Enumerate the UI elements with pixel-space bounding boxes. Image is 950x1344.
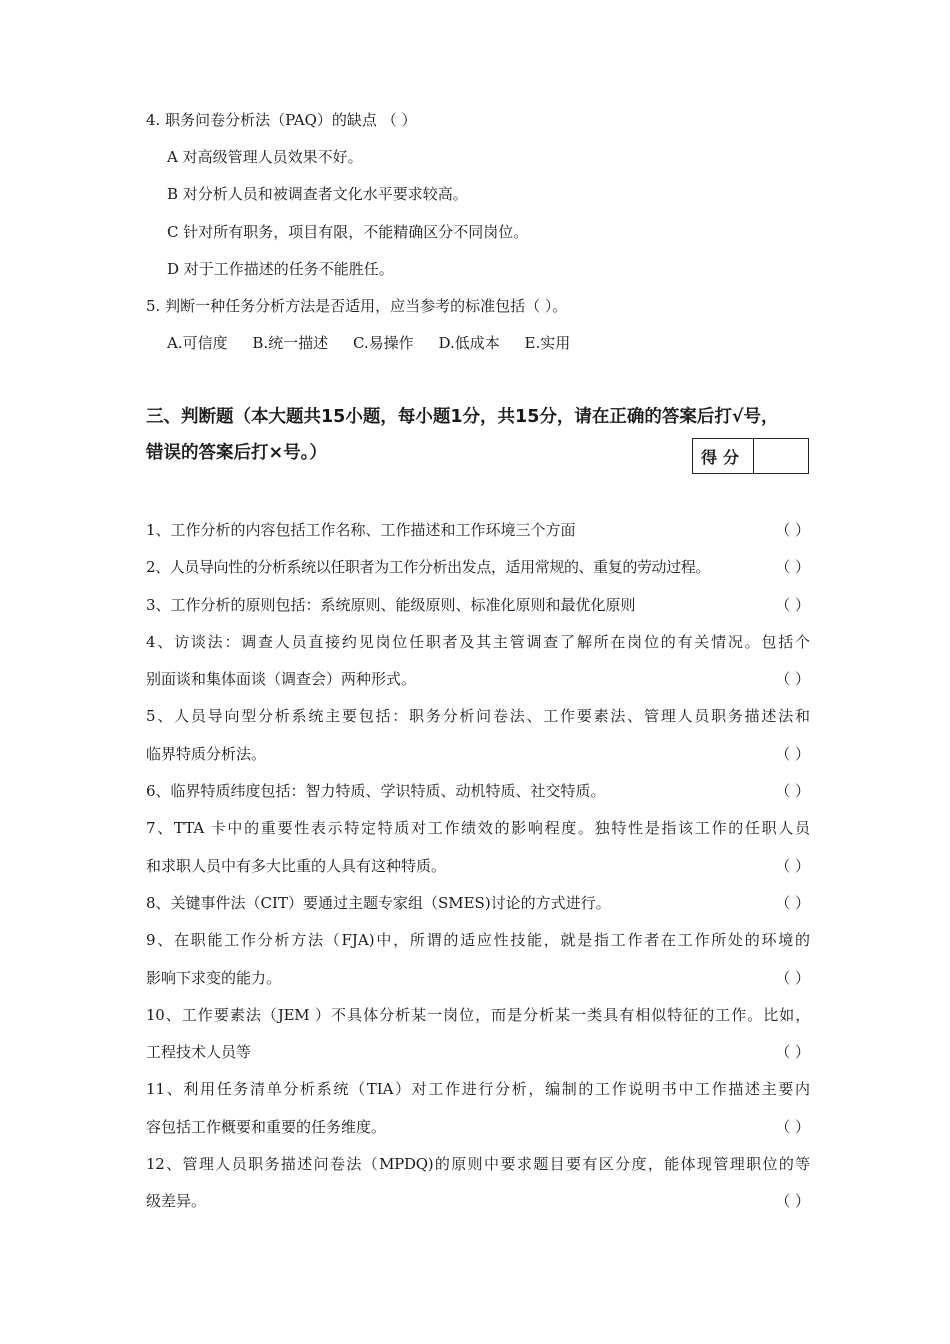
tf-question-11-text-2: 容包括工作概要和重要的任务维度。 [146, 1117, 387, 1136]
tf-question-12-text-1: 12、管理人员职务描述问卷法（MPDQ)的原则中要求题目要有区分度，能体现管理职位的等 [146, 1155, 810, 1174]
tf-question-3-answer-paren[interactable]: （ ） [775, 595, 810, 614]
tf-question-9-text-2: 影响下求变的能力。 [146, 968, 282, 987]
tf-question-1-text: 1、工作分析的内容包括工作名称、工作描述和工作环境三个方面 [146, 521, 576, 539]
tf-question-5-line-1 [146, 706, 810, 743]
tf-question-10-line-1 [146, 1005, 810, 1042]
tf-question-5-text-2: 临界特质分析法。 [146, 744, 267, 763]
tf-question-9-answer-paren[interactable]: （ ） [775, 968, 810, 987]
tf-question-7-line-1 [146, 818, 810, 855]
tf-question-10-text-1: 10、工作要素法（JEM ）不具体分析某一岗位，而是分析某一类具有相似特征的工作。比如， [146, 1005, 810, 1024]
tf-question-1 [146, 520, 810, 557]
tf-question-3-text: 3、工作分析的原则包括：系统原则、能级原则、标准化原则和最优化原则 [146, 595, 636, 614]
section-3-title-line-2: 错误的答案后打×号。） [146, 443, 327, 463]
mc-question-5-options [167, 333, 590, 353]
tf-question-11-line-1 [146, 1079, 810, 1116]
tf-question-10-answer-paren[interactable]: （ ） [775, 1043, 810, 1062]
tf-question-12-line-2 [146, 1191, 810, 1228]
tf-question-7-line-2 [146, 856, 810, 893]
tf-question-7-answer-paren[interactable]: （ ） [775, 856, 810, 875]
tf-question-12-line-1 [146, 1154, 810, 1191]
mc-question-5-option-d: D.低成本 [438, 334, 500, 352]
tf-question-9-line-2 [146, 968, 810, 1005]
tf-question-12-answer-paren[interactable]: （ ） [775, 1192, 810, 1211]
mc-question-4-option-b: B 对分析人员和被调查者文化水平要求较高。 [167, 185, 468, 203]
tf-question-4-line-2 [146, 669, 810, 706]
tf-question-10-line-2 [146, 1042, 810, 1079]
mc-question-4-option-a: A 对高级管理人员效果不好。 [167, 148, 363, 166]
tf-question-11-answer-paren[interactable]: （ ） [775, 1117, 810, 1136]
tf-question-list [146, 520, 810, 1229]
tf-question-5-line-2 [146, 744, 810, 781]
mc-question-5-option-a: A.可信度 [167, 334, 228, 352]
mc-question-5-option-e: E.实用 [524, 334, 571, 352]
tf-question-6-answer-paren[interactable]: （ ） [775, 782, 810, 801]
tf-question-9-line-1 [146, 930, 810, 967]
mc-question-5-stem: 5. 判断一种任务分析方法是否适用，应当参考的标准包括（ ）。 [146, 297, 568, 315]
tf-question-8 [146, 893, 810, 930]
tf-question-9-text-1: 9、在职能工作分析方法（FJA)中，所谓的适应性技能，就是指工作者在工作所处的环境的 [146, 931, 810, 950]
tf-question-5-answer-paren[interactable]: （ ） [775, 744, 810, 763]
tf-question-8-text: 8、关键事件法（CIT）要通过主题专家组（SMES)讨论的方式进行。 [146, 893, 611, 912]
tf-question-11-text-1: 11、利用任务清单分析系统（TIA）对工作进行分析，编制的工作说明书中工作描述主要内 [146, 1080, 810, 1099]
score-label: 得分 [693, 439, 754, 473]
tf-question-8-answer-paren[interactable]: （ ） [775, 893, 810, 912]
tf-question-4-text-1: 4、访谈法：调查人员直接约见岗位任职者及其主管调查了解所在岗位的有关情况。包括个 [146, 632, 810, 651]
mc-question-5-option-b: B.统一描述 [252, 334, 329, 352]
section-3-title-line-1: 三、判断题（本大题共15小题，每小题1分，共15分，请在正确的答案后打√号， [146, 407, 779, 427]
score-input-cell[interactable] [754, 439, 808, 473]
tf-question-11-line-2 [146, 1117, 810, 1154]
tf-question-12-text-2: 级差异。 [146, 1192, 207, 1211]
tf-question-2-answer-paren[interactable]: （ ） [775, 558, 810, 577]
tf-question-7-text-2: 和求职人员中有多大比重的人具有这种特质。 [146, 856, 447, 875]
tf-question-3 [146, 595, 810, 632]
tf-question-2 [146, 557, 810, 594]
tf-question-1-answer-paren[interactable]: （ ） [775, 521, 810, 539]
mc-question-4-option-d: D 对于工作描述的任务不能胜任。 [167, 260, 394, 278]
mc-question-5-option-c: C.易操作 [352, 334, 414, 352]
tf-question-4-answer-paren[interactable]: （ ） [775, 670, 810, 689]
mc-question-4-stem: 4. 职务问卷分析法（PAQ）的缺点 （ ） [146, 111, 417, 129]
tf-question-6-text: 6、临界特质纬度包括：智力特质、学识特质、动机特质、社交特质。 [146, 782, 606, 801]
tf-question-4-line-1 [146, 632, 810, 669]
tf-question-2-text: 2、人员导向性的分析系统以任职者为工作分析出发点，适用常规的、重复的劳动过程。 [146, 558, 710, 577]
tf-question-10-text-2: 工程技术人员等 [146, 1043, 252, 1062]
tf-question-7-text-1: 7、TTA 卡中的重要性表示特定特质对工作绩效的影响程度。独特性是指该工作的任职人员 [146, 819, 810, 838]
tf-question-6 [146, 781, 810, 818]
score-box [692, 438, 809, 474]
mc-question-4-option-c: C 针对所有职务，项目有限，不能精确区分不同岗位。 [167, 223, 529, 241]
tf-question-4-text-2: 别面谈和集体面谈（调查会）两种形式。 [146, 670, 417, 689]
tf-question-5-text-1: 5、人员导向型分析系统主要包括：职务分析问卷法、工作要素法、管理人员职务描述法和 [146, 707, 810, 726]
